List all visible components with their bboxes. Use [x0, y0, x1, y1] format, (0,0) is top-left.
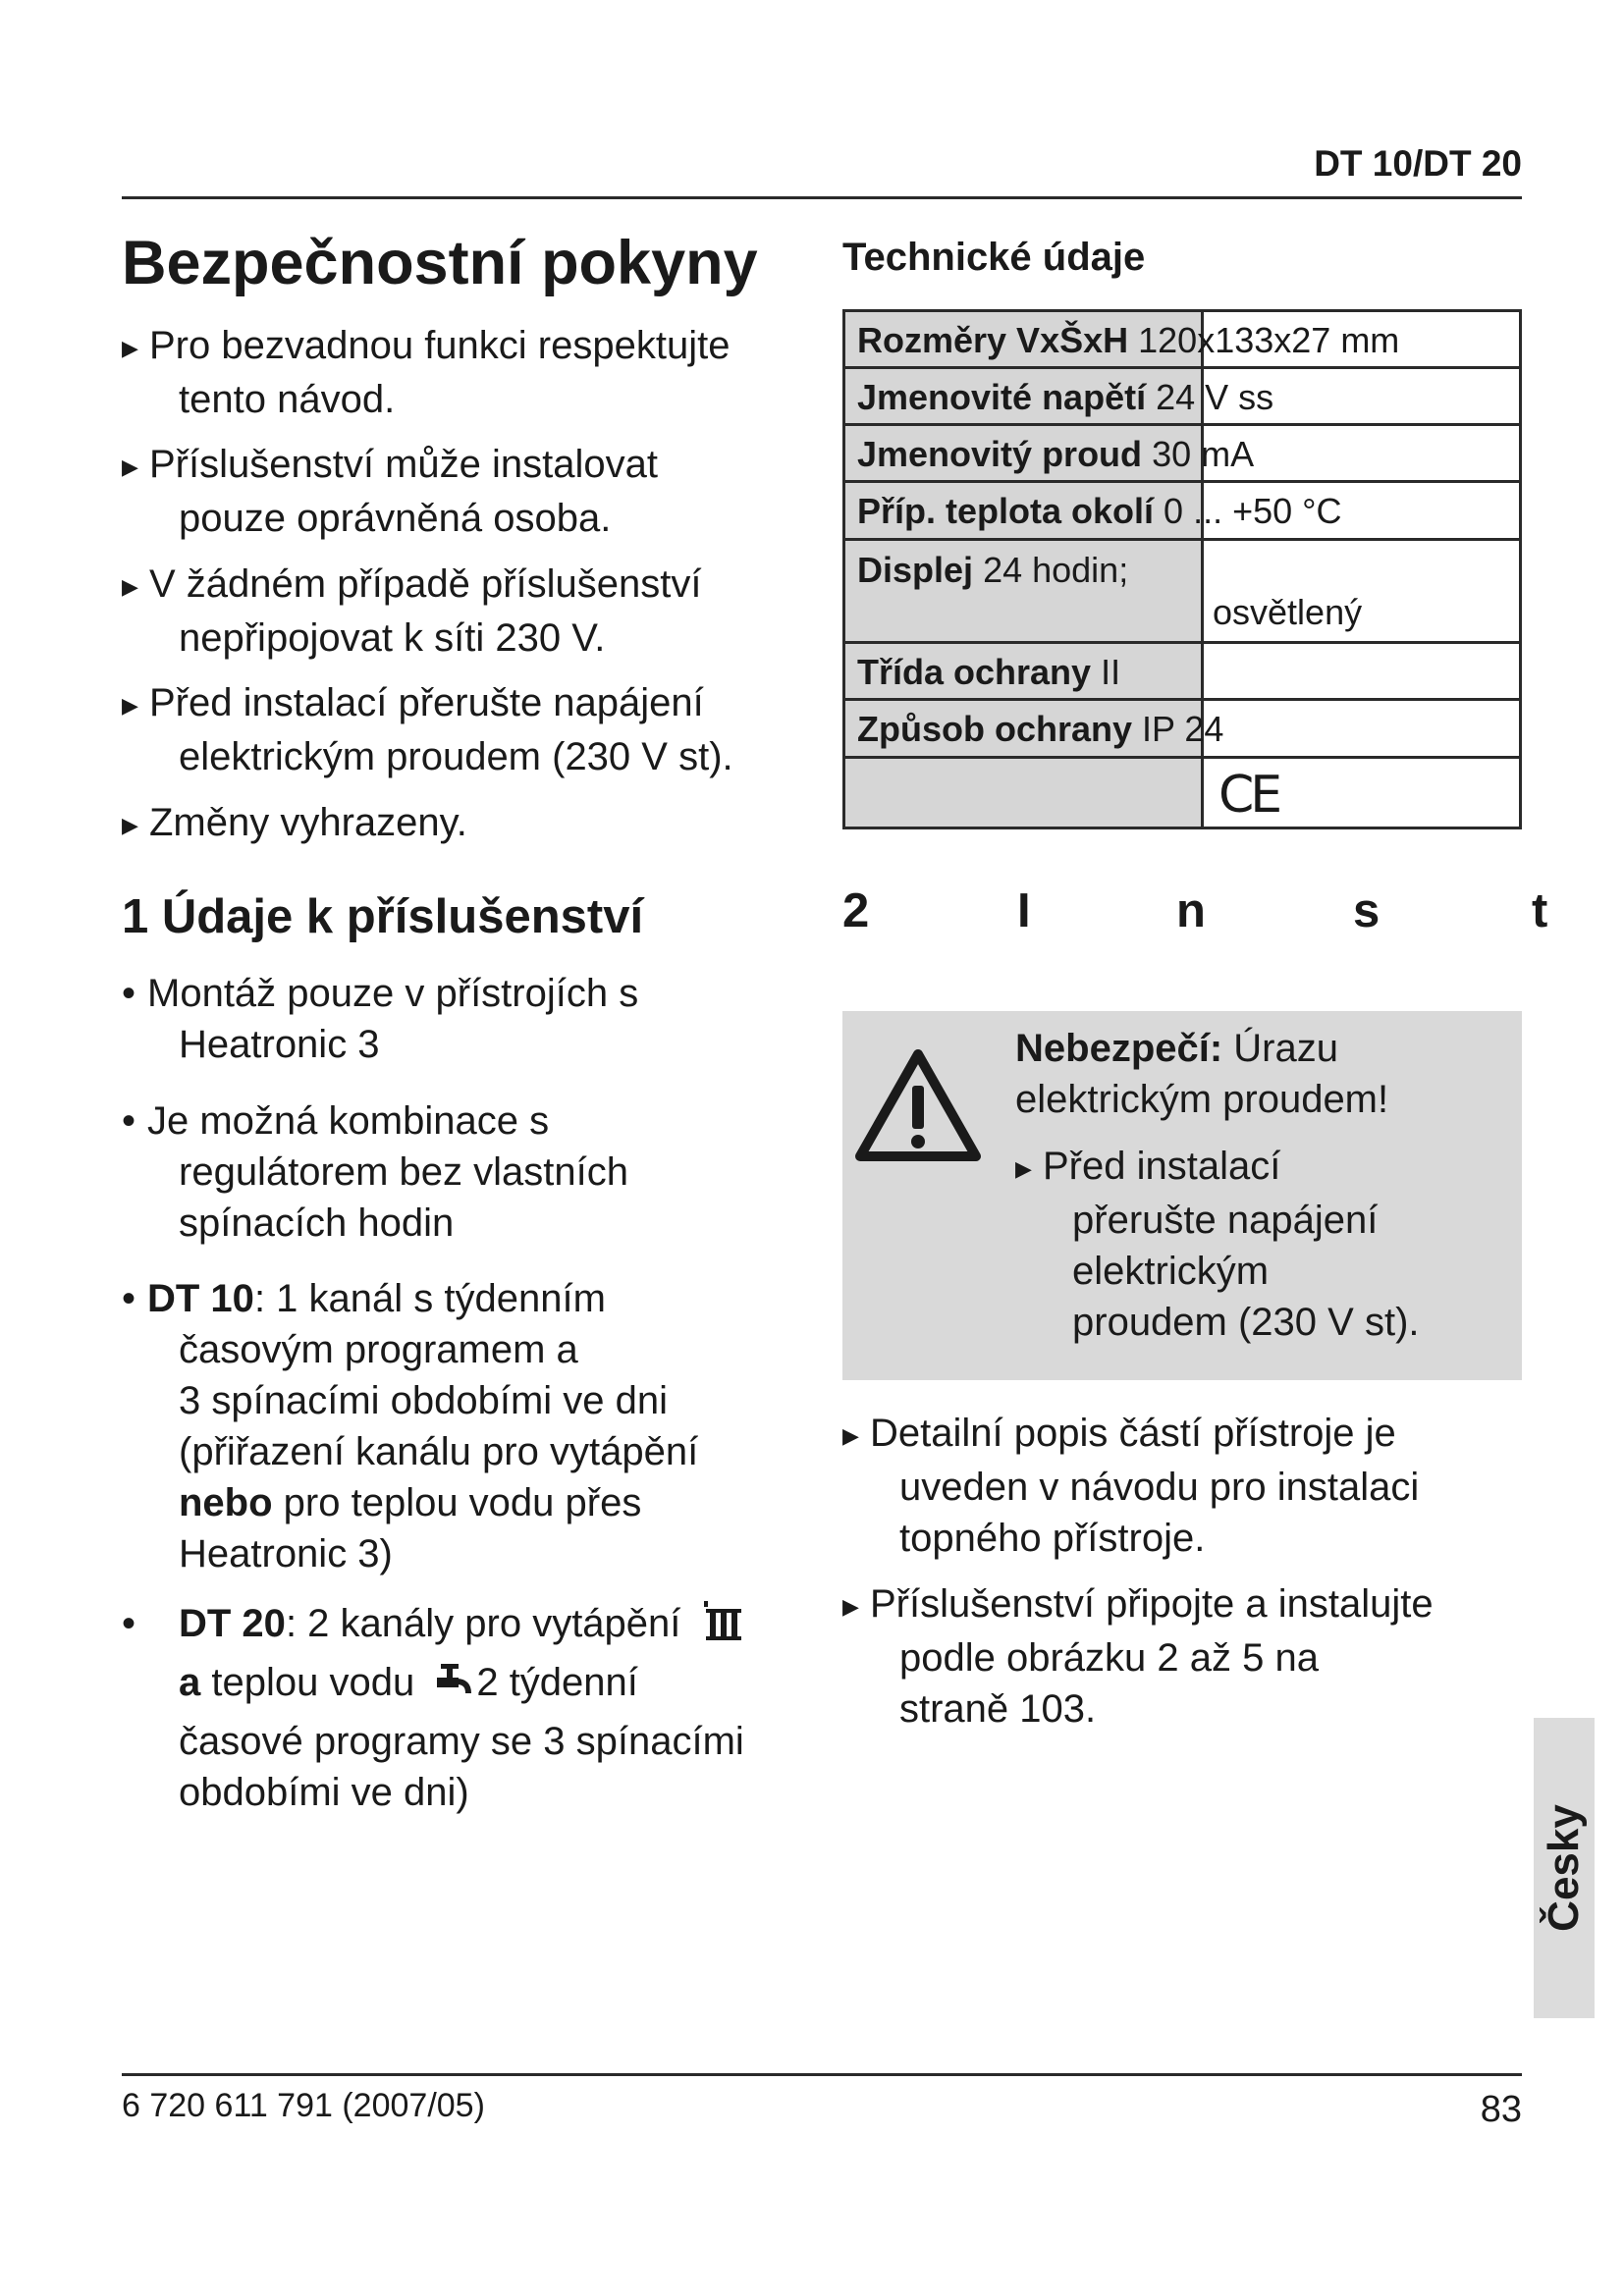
install-item: ▶ Detailní popis částí přístroje je uveden v návodu pro instalaci topného přístroje. [842, 1412, 1420, 1560]
bullet-triangle-icon: ▶ [1015, 1156, 1032, 1181]
header-rule [122, 196, 1522, 199]
page-number: 83 [1480, 2089, 1522, 2130]
accessory-item-dt20: DT 20: 2 kanály pro vytápění a teplou vodu 2 týdenní časové programy se 3 spínacími obdobími ve dni) [179, 1598, 745, 1818]
bullet-triangle-icon: ▶ [122, 574, 138, 599]
bullet-triangle-icon: ▶ [122, 454, 138, 479]
bullet-triangle-icon: ▶ [842, 1594, 859, 1619]
accessory-item: • Je možná kombinace s regulátorem bez vlastních spínacích hodin [122, 1099, 629, 1245]
table-row: Jmenovitý proud 30 mA [857, 434, 1255, 474]
bullet-triangle-icon: ▶ [122, 813, 138, 837]
section2-char: t [1532, 884, 1548, 937]
accessory-item-dt20-bullet: • [122, 1602, 136, 1645]
table-row: Způsob ochrany IP 24 [857, 709, 1224, 749]
bullet-triangle-icon: ▶ [122, 336, 138, 360]
bullet-triangle-icon: ▶ [122, 693, 138, 718]
safety-item: ▶ Před instalací přerušte napájení elektrickým proudem (230 V st). [122, 681, 733, 778]
safety-item: ▶ V žádném případě příslušenství nepřipojovat k síti 230 V. [122, 562, 702, 660]
warning-triangle-icon [854, 1048, 982, 1167]
warning-box [842, 1011, 1522, 1380]
safety-item: ▶ Pro bezvadnou funkci respektujte tento návod. [122, 324, 731, 421]
table-row: Displej 24 hodin; [857, 550, 1129, 590]
section2-char: 2 [842, 884, 870, 937]
warning-text: Nebezpečí: Úrazu elektrickým proudem! [1015, 1027, 1389, 1121]
table-row: Rozměry VxŠxH 120x133x27 mm [857, 320, 1400, 360]
accessory-item-dt10: • DT 10: 1 kanál s týdenním časovým programem a 3 spínacími obdobími ve dni (přiřazení kanálu pro vytápění nebo pro teplou vodu přes Heatronic 3) [122, 1277, 699, 1575]
radiator-icon [702, 1599, 745, 1657]
table-row: Příp. teplota okolí 0 ... +50 °C [857, 491, 1342, 531]
safety-item: ▶ Příslušenství může instalovat pouze oprávněná osoba. [122, 443, 658, 540]
table-row: Třída ochrany II [857, 652, 1121, 692]
safety-title: Bezpečnostní pokyny [122, 229, 758, 297]
safety-item: ▶ Změny vyhrazeny. [122, 797, 467, 851]
section2-char: s [1353, 884, 1380, 937]
section2-char: I [1017, 884, 1031, 937]
footer-rule [122, 2073, 1522, 2076]
install-item: ▶ Příslušenství připojte a instalujte podle obrázku 2 až 5 na straně 103. [842, 1582, 1434, 1731]
tech-data-title: Technické údaje [842, 236, 1146, 279]
accessory-item: • Montáž pouze v přístrojích s Heatronic 3 [122, 972, 639, 1066]
section1-title: 1 Údaje k příslušenství [122, 890, 644, 943]
bullet-triangle-icon: ▶ [842, 1423, 859, 1448]
doc-number: 6 720 611 791 (2007/05) [122, 2087, 485, 2124]
section2-char: n [1176, 884, 1206, 937]
table-cell: osvětlený [1213, 592, 1363, 632]
language-tab: Česky [1534, 1718, 1595, 2018]
table-row: Jmenovité napětí 24 V ss [857, 377, 1274, 417]
ce-mark: CE [1218, 766, 1279, 825]
hot-water-tap-icon [435, 1660, 474, 1716]
tech-data-table [842, 309, 1522, 829]
warning-bullet: ▶ Před instalací přerušte napájení elektrickým proudem (230 V st). [1015, 1145, 1420, 1344]
model-title: DT 10/DT 20 [1314, 143, 1522, 184]
